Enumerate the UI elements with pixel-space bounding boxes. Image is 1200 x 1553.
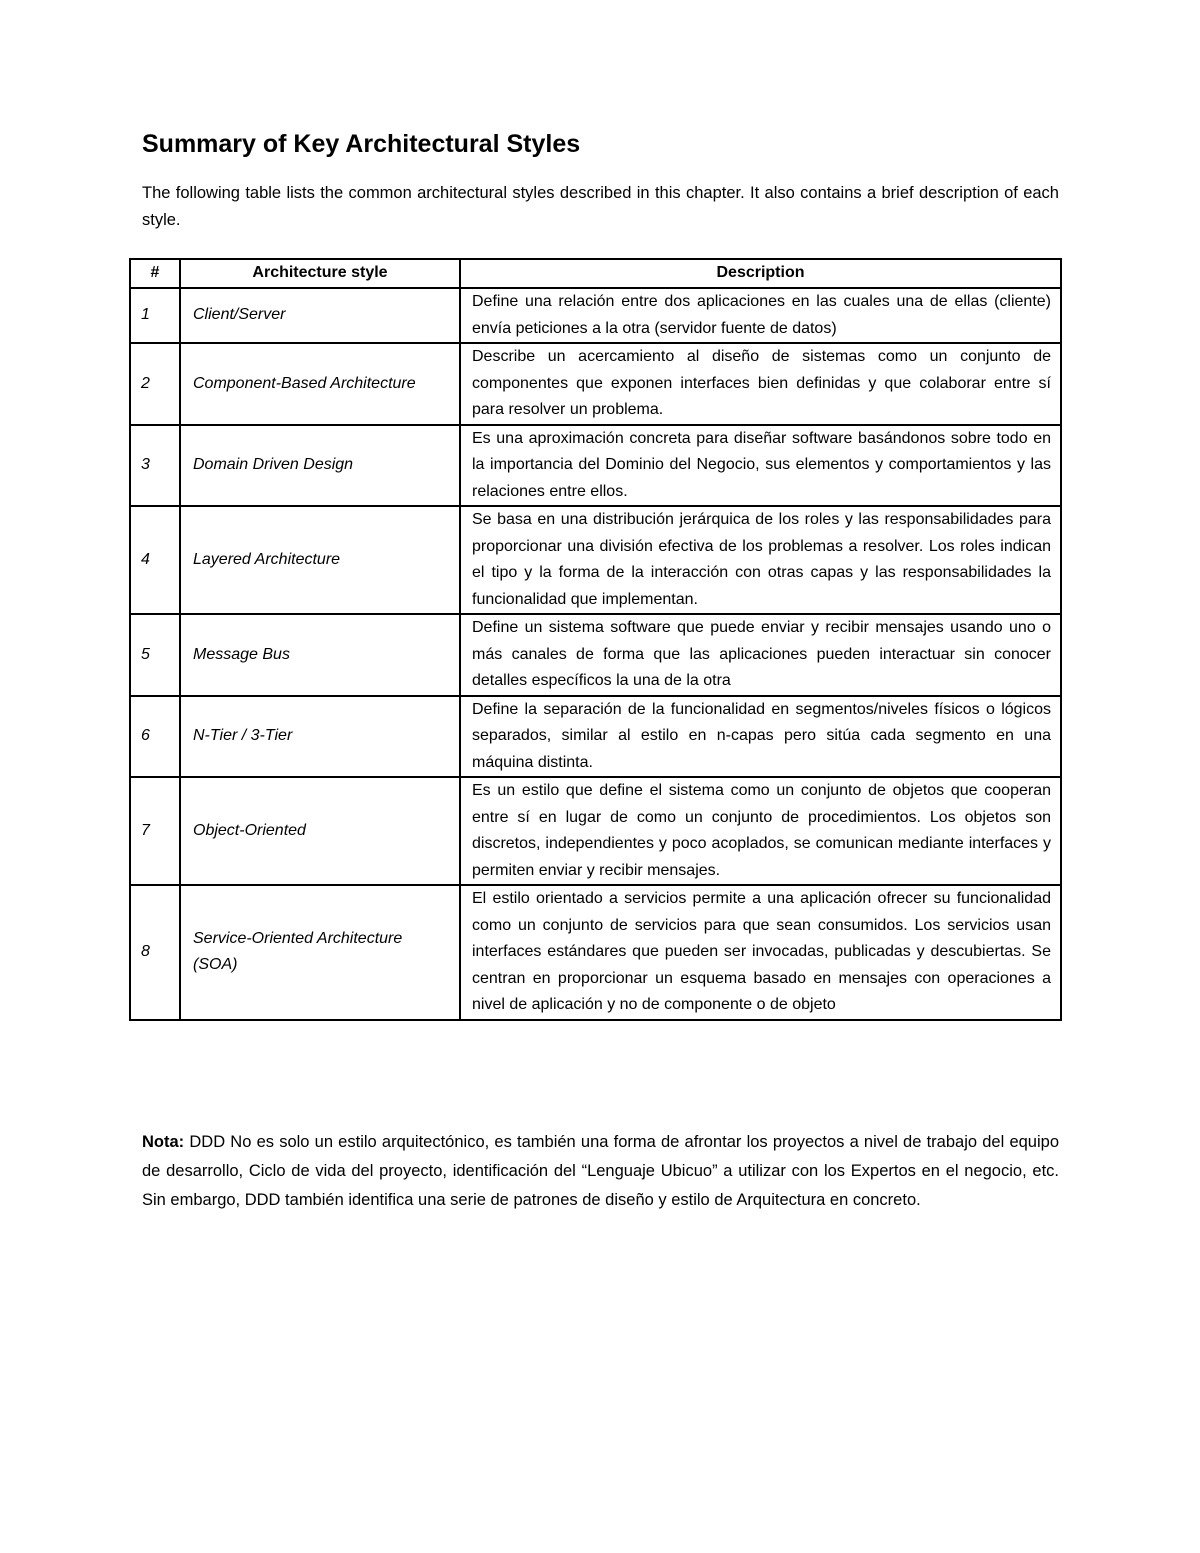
row-style-name: N-Tier / 3-Tier — [180, 696, 460, 778]
row-number: 8 — [130, 885, 180, 1020]
row-style-name: Service-Oriented Architecture (SOA) — [180, 885, 460, 1020]
table-row — [130, 614, 1061, 696]
row-number: 6 — [130, 696, 180, 778]
header-description: Description — [460, 259, 1061, 288]
note-label: Nota: — [142, 1133, 185, 1151]
row-description: Define un sistema software que puede enviar y recibir mensajes usando uno o más canales de forma que las aplicaciones pueden interactuar sin conocer detalles específicos la una de la otra — [460, 614, 1061, 696]
row-description: Define una relación entre dos aplicaciones en las cuales una de ellas (cliente) envía peticiones a la otra (servidor fuente de datos) — [460, 288, 1061, 343]
intro-paragraph: The following table lists the common architectural styles described in this chapter. It also contains a brief description of each style. — [142, 184, 1059, 229]
row-number: 1 — [130, 288, 180, 343]
row-number: 3 — [130, 425, 180, 507]
row-description: El estilo orientado a servicios permite a una aplicación ofrecer su funcionalidad como un conjunto de servicios para que sean consumidos. Los servicios usan interfaces estándares que pueden ser invocadas, publicadas y descubiertas. Se centran en proporcionar un esquema basado en mensajes con operaciones a nivel de aplicación y no de componente o de objeto — [460, 885, 1061, 1020]
row-style-name: Component-Based Architecture — [180, 343, 460, 425]
row-number: 2 — [130, 343, 180, 425]
table-row — [130, 288, 1061, 343]
row-number: 5 — [130, 614, 180, 696]
row-description: Define la separación de la funcionalidad en segmentos/niveles físicos o lógicos separados, similar al estilo en n-capas pero sitúa cada segmento en una máquina distinta. — [460, 696, 1061, 778]
row-description: Describe un acercamiento al diseño de sistemas como un conjunto de componentes que exponen interfaces bien definidas y que colaborar entre sí para resolver un problema. — [460, 343, 1061, 425]
table-row — [130, 777, 1061, 885]
header-num: # — [130, 259, 180, 288]
row-style-name: Layered Architecture — [180, 506, 460, 614]
table-row — [130, 506, 1061, 614]
row-description: Es una aproximación concreta para diseñar software basándonos sobre todo en la importancia del Dominio del Negocio, sus elementos y comportamientos y las relaciones entre ellos. — [460, 425, 1061, 507]
row-description: Se basa en una distribución jerárquica de los roles y las responsabilidades para proporcionar una división efectiva de los problemas a resolver. Los roles indican el tipo y la forma de la interacción con otras capas y las responsabilidades la funcionalidad que implementan. — [460, 506, 1061, 614]
note-paragraph — [142, 1128, 1059, 1215]
table-header-row — [130, 259, 1061, 288]
note-text: DDD No es solo un estilo arquitectónico, es también una forma de afrontar los proyectos a nivel de trabajo del equipo de desarrollo, Ciclo de vida del proyecto, identificación del “Lenguaje Ubicuo” a utilizar con los Expertos en el negocio, etc. Sin embargo, DDD también identifica una serie de patrones de diseño y estilo de Arquitectura en concreto. — [142, 1133, 1059, 1209]
architecture-styles-table — [129, 258, 1062, 1021]
row-number: 7 — [130, 777, 180, 885]
table-row — [130, 696, 1061, 778]
table-row — [130, 885, 1061, 1020]
row-number: 4 — [130, 506, 180, 614]
row-description: Es un estilo que define el sistema como un conjunto de objetos que cooperan entre sí en lugar de como un conjunto de procedimientos. Los objetos son discretos, independientes y poco acoplados, se comunican mediante interfaces y permiten enviar y recibir mensajes. — [460, 777, 1061, 885]
row-style-name: Object-Oriented — [180, 777, 460, 885]
row-style-name: Client/Server — [180, 288, 460, 343]
table-row — [130, 425, 1061, 507]
row-style-name: Message Bus — [180, 614, 460, 696]
header-architecture-style: Architecture style — [180, 259, 460, 288]
table-row — [130, 343, 1061, 425]
row-style-name: Domain Driven Design — [180, 425, 460, 507]
page-title: Summary of Key Architectural Styles — [142, 130, 581, 158]
